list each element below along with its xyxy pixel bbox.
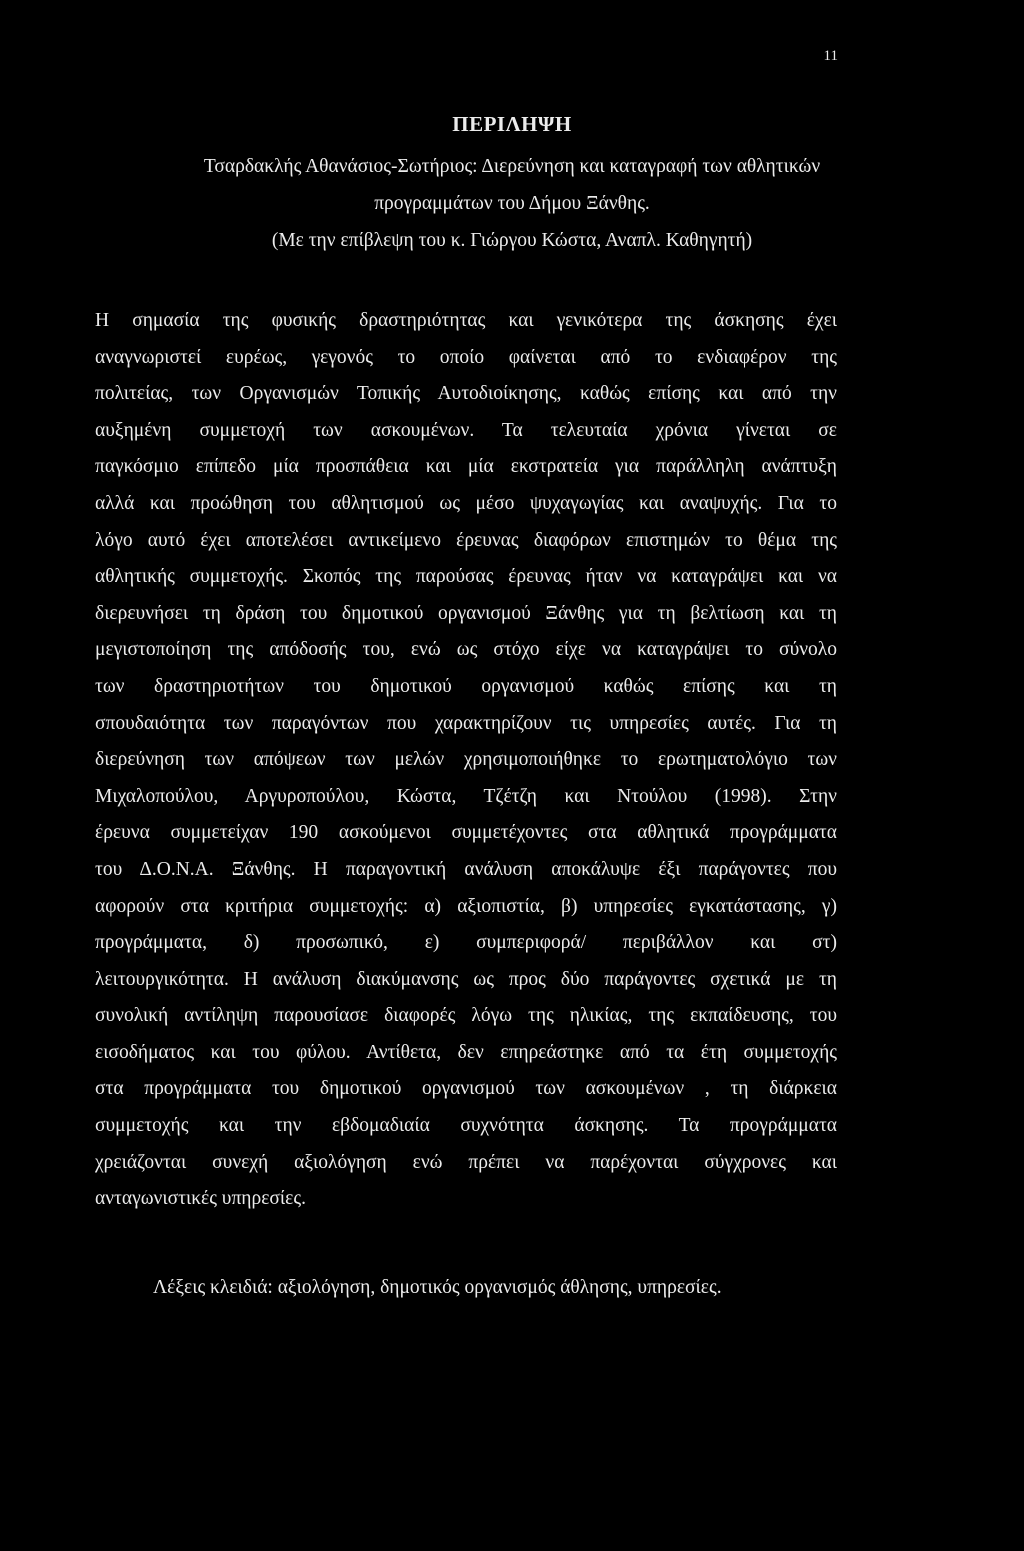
- supervisor-line: (Με την επίβλεψη του κ. Γιώργου Κώστα, Αναπλ. Καθηγητή): [271, 230, 753, 251]
- abstract-body: [95, 303, 837, 1218]
- abstract-line: αυξημένη συμμετοχή των ασκουμένων. Τα τελευταία χρόνια γίνεται σε: [95, 419, 837, 441]
- thesis-title-continued: προγραμμάτων του Δήμου Ξάνθης.: [374, 193, 650, 214]
- abstract-line: διερεύνηση των απόψεων των μελών χρησιμοποιήθηκε το ερωτηματολόγιο των: [95, 749, 837, 771]
- author-and-thesis-title: Τσαρδακλής Αθανάσιος-Σωτήριος: Διερεύνηση και καταγραφή των αθλητικών: [203, 156, 821, 177]
- abstract-line: έρευνα συμμετείχαν 190 ασκούμενοι συμμετέχοντες στα αθλητικά προγράμματα: [95, 822, 837, 844]
- abstract-line: στα προγράμματα του δημοτικού οργανισμού των ασκουμένων , τη διάρκεια: [95, 1078, 837, 1100]
- abstract-line: λόγο αυτό έχει αποτελέσει αντικείμενο έρευνας διαφόρων επιστημών το θέμα της: [95, 529, 837, 551]
- abstract-line: των δραστηριοτήτων του δημοτικού οργανισμού καθώς επίσης και τη: [95, 675, 837, 697]
- abstract-line: προγράμματα, δ) προσωπικό, ε) συμπεριφορά/ περιβάλλον και στ): [95, 932, 837, 954]
- abstract-line: συμμετοχής και την εβδομαδιαία συχνότητα άσκησης. Τα προγράμματα: [95, 1115, 837, 1137]
- abstract-line: εισοδήματος και του φύλου. Αντίθετα, δεν επηρεάστηκε από τα έτη συμμετοχής: [95, 1041, 837, 1063]
- abstract-title: ΠΕΡΙΛΗΨΗ: [452, 112, 572, 136]
- abstract-line: λειτουργικότητα. Η ανάλυση διακύμανσης ως προς δύο παράγοντες σχετικά με τη: [95, 968, 837, 990]
- abstract-line: πολιτείας, των Οργανισμών Τοπικής Αυτοδιοίκησης, καθώς επίσης και από την: [95, 383, 837, 405]
- abstract-line: αθλητικής συμμετοχής. Σκοπός της παρούσας έρευνας ήταν να καταγράψει και να: [95, 566, 837, 588]
- abstract-line: παγκόσμιο επίπεδο μία προσπάθεια και μία εκστρατεία για παράλληλη ανάπτυξη: [95, 456, 837, 478]
- abstract-line: του Δ.Ο.Ν.Α. Ξάνθης. Η παραγοντική ανάλυση αποκάλυψε έξι παράγοντες που: [95, 858, 837, 880]
- abstract-line: συνολική αντίληψη παρουσίασε διαφορές λόγω της ηλικίας, της εκπαίδευσης, του: [95, 1005, 837, 1027]
- abstract-line: μεγιστοποίηση της απόδοσής του, ενώ ως στόχο είχε να καταγράψει το σύνολο: [95, 639, 837, 661]
- abstract-line: χρειάζονται συνεχή αξιολόγηση ενώ πρέπει να παρέχονται σύγχρονες και: [95, 1151, 837, 1173]
- abstract-line: αφορούν στα κριτήρια συμμετοχής: α) αξιοπιστία, β) υπηρεσίες εγκατάστασης, γ): [95, 895, 837, 917]
- keywords-line: Λέξεις κλειδιά: αξιολόγηση, δημοτικός οργανισμός άθλησης, υπηρεσίες.: [153, 1277, 722, 1298]
- abstract-line: Η σημασία της φυσικής δραστηριότητας και γενικότερα της άσκησης έχει: [95, 310, 837, 331]
- abstract-line: αλλά και προώθηση του αθλητισμού ως μέσο ψυχαγωγίας και αναψυχής. Για το: [95, 492, 837, 514]
- abstract-line: αναγνωριστεί ευρέως, γεγονός το οποίο φαίνεται από το ενδιαφέρον της: [95, 346, 837, 368]
- abstract-line: σπουδαιότητα των παραγόντων που χαρακτηρίζουν τις υπηρεσίες αυτές. Για τη: [95, 712, 837, 734]
- abstract-line: διερευνήσει τη δράση του δημοτικού οργανισμού Ξάνθης για τη βελτίωση και τη: [95, 602, 837, 624]
- page-number: 11: [823, 48, 838, 64]
- abstract-line: Μιχαλοπούλου, Αργυροπούλου, Κώστα, Τζέτζη και Ντούλου (1998). Στην: [95, 785, 837, 807]
- abstract-line: ανταγωνιστικές υπηρεσίες.: [95, 1188, 306, 1210]
